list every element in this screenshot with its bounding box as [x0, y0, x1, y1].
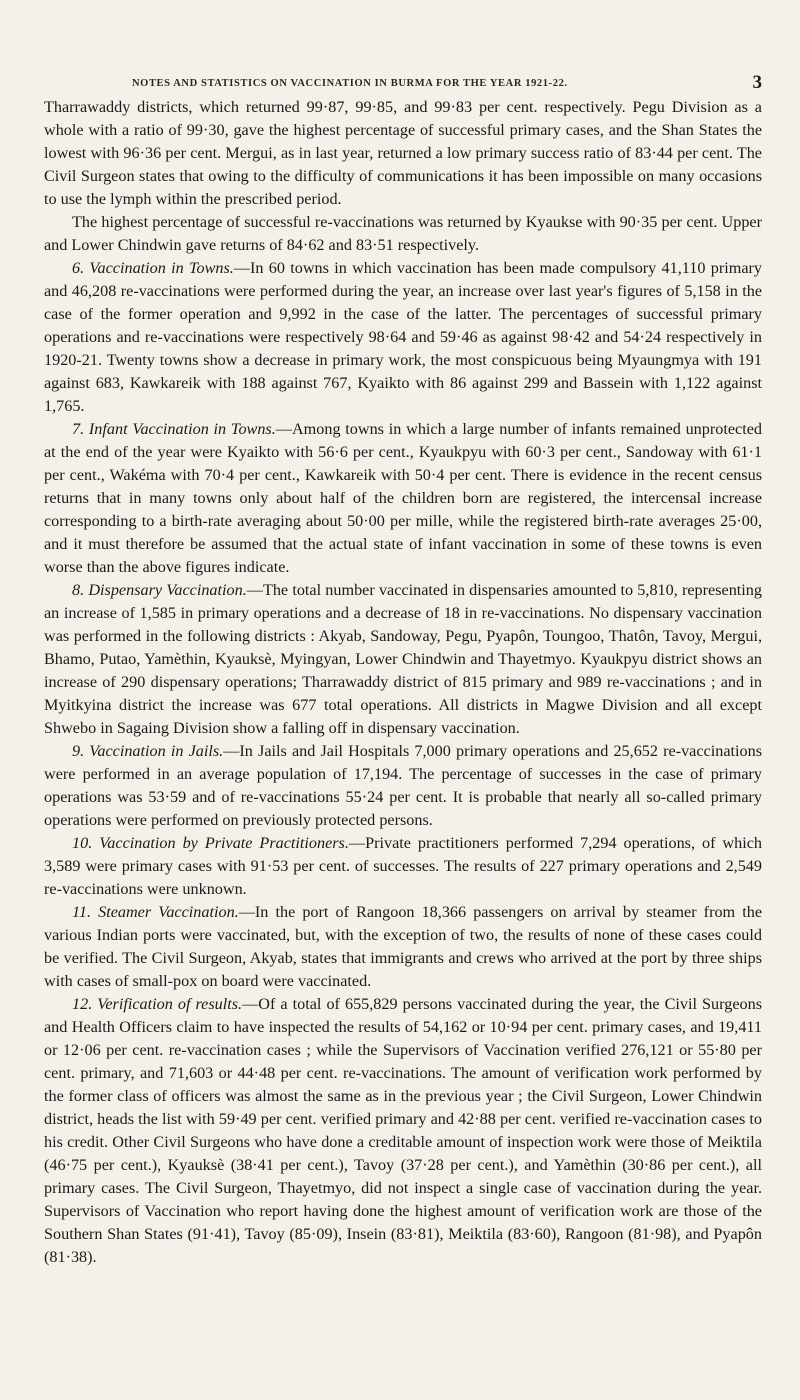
section-12-verification-of-results [44, 993, 762, 1269]
paragraph-revaccination [44, 211, 762, 257]
paragraph-text: —In 60 towns in which vaccination has been made compulsory 41,110 primary and 46,208 re-vaccinations were performed during the year, an increase over last year's figures of 5,158 in the case of the former operation and 9,992 in the case of the latter. The percentages of successful primary operations and re-vaccinations were respectively 98·64 and 59·46 as against 98·42 and 54·24 respectively in 1920-21. Twenty towns show a decrease in primary work, the most conspicuous being Myaungmya with 191 against 683, Kawkareik with 188 against 767, Kyaikto with 86 against 299 and Bassein with 1,122 against 1,765. [44, 259, 762, 415]
paragraph-text: —Of a total of 655,829 persons vaccinated during the year, the Civil Surgeons and Health Officers claim to have inspected the results of 54,162 or 10·94 per cent. primary cases, and 19,411 or 12·06 per cent. re-vaccination cases ; while the Supervisors of Vaccination verified 276,121 or 55·80 per cent. primary, and 71,603 or 44·48 per cent. re-vaccinations. The amount of verification work performed by the former class of officers was almost the same as in the previous year ; the Civil Surgeon, Lower Chindwin district, heads the list with 59·49 per cent. verified primary and 42·88 per cent. verified re-vaccination cases to his credit. Other Civil Surgeons who have done a creditable amount of inspection work were those of Meiktila (46·75 per cent.), Kyauksè (38·41 per cent.), Tavoy (37·28 per cent.), and Yamèthin (30·86 per cent.), all primary cases. The Civil Surgeon, Thayetmyo, did not inspect a single case of vaccination during the year. Supervisors of Vaccination who report having done the highest amount of verification work are those of the Southern Shan States (91·41), Tavoy (85·09), Insein (83·81), Meiktila (83·60), Rangoon (81·98), and Pyapôn (81·38). [44, 995, 762, 1266]
section-heading: 11. Steamer Vaccination. [72, 903, 239, 921]
section-9-vaccination-in-jails [44, 740, 762, 832]
paragraph-text: —Among towns in which a large number of infants remained unprotected at the end of the year were Kyaikto with 56·6 per cent., Kyaukpyu with 60·3 per cent., Sandoway with 61·1 per cent., Wakéma with 70·4 per cent., Kawkareik with 50·4 per cent. There is evidence in the recent census returns that in many towns only about half of the children born are registered, the intercensal increase corresponding to a birth-rate averaging about 50·00 per mille, while the registered birth-rate averages 25·00, and it must therefore be assumed that the actual state of infant vaccination in some of these towns is even worse than the above figures indicate. [44, 420, 762, 576]
section-heading: 9. Vaccination in Jails. [72, 742, 224, 760]
section-heading: 10. Vaccination by Private Practitioners. [72, 834, 349, 852]
section-7-infant-vaccination [44, 418, 762, 579]
paragraph-continuation [44, 96, 762, 211]
paragraph-text: Tharrawaddy districts, which returned 99·87, 99·85, and 99·83 per cent. respectively. Pegu Division as a whole with a ratio of 99·30, gave the highest percentage of successful primary cases, and the Shan States the lowest with 96·36 per cent. Mergui, as in last year, returned a low primary success ratio of 83·44 per cent. The Civil Surgeon states that owing to the difficulty of communications it has been impossible on many occasions to use the lymph within the prescribed period. [44, 98, 762, 208]
page-header [44, 0, 762, 96]
section-heading: 8. Dispensary Vaccination. [72, 581, 247, 599]
page-number: 3 [752, 72, 762, 93]
section-10-private-practitioners [44, 832, 762, 901]
section-heading: 6. Vaccination in Towns. [72, 259, 234, 277]
section-6-vaccination-in-towns [44, 257, 762, 418]
section-heading: 7. Infant Vaccination in Towns. [72, 420, 276, 438]
section-heading: 12. Verification of results. [72, 995, 243, 1013]
section-11-steamer-vaccination [44, 901, 762, 993]
paragraph-text: —Private practitioners performed 7,294 operations, of which 3,589 were primary cases with 91·53 per cent. of successes. The results of 227 primary operations and 2,549 re-vaccinations were unknown. [44, 834, 762, 898]
body-text [44, 96, 762, 1269]
paragraph-text: —The total number vaccinated in dispensaries amounted to 5,810, representing an increase of 1,585 in primary operations and a decrease of 18 in re-vaccinations. No dispensary vaccination was performed in the following districts : Akyab, Sandoway, Pegu, Pyapôn, Toungoo, Thatôn, Tavoy, Mergui, Bhamo, Putao, Yamèthin, Kyauksè, Myingyan, Lower Chindwin and Thayetmyo. Kyaukpyu district shows an increase of 290 dispensary operations; Tharrawaddy district of 815 primary and 989 re-vaccinations ; and in Myitkyina district the increase was 677 total operations. All districts in Magwe Division and all except Shwebo in Sagaing Division show a falling off in dispensary vaccination. [44, 581, 762, 737]
section-8-dispensary-vaccination [44, 579, 762, 740]
paragraph-text: —In Jails and Jail Hospitals 7,000 primary operations and 25,652 re-vaccinations were performed in an average population of 17,194. The percentage of successes in the case of primary operations was 53·59 and of re-vaccinations 55·24 per cent. It is probable that nearly all so-called primary operations were performed on previously protected persons. [44, 742, 762, 829]
running-head: NOTES AND STATISTICS ON VACCINATION IN BURMA FOR THE YEAR 1921-22. [132, 78, 568, 89]
paragraph-text: The highest percentage of successful re-vaccinations was returned by Kyaukse with 90·35 per cent. Upper and Lower Chindwin gave returns of 84·62 and 83·51 respectively. [44, 213, 762, 254]
paragraph-text: —In the port of Rangoon 18,366 passengers on arrival by steamer from the various Indian ports were vaccinated, but, with the exception of two, the results of none of these cases could be verified. The Civil Surgeon, Akyab, states that immigrants and crews who arrived at the port by three ships with cases of small-pox on board were vaccinated. [44, 903, 762, 990]
